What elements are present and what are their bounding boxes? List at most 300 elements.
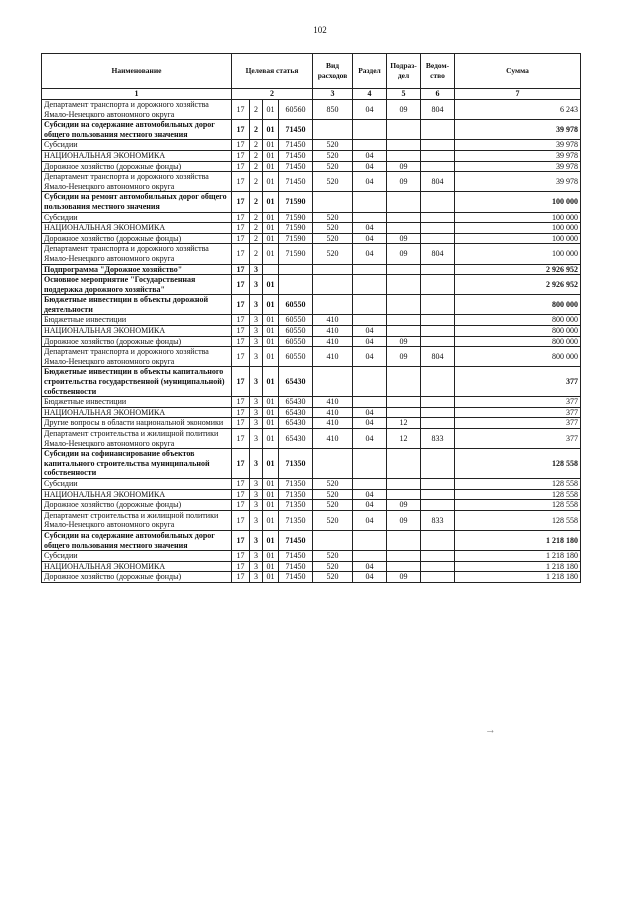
cell-department — [421, 407, 455, 418]
table-row — [42, 275, 581, 295]
table-row — [42, 244, 581, 264]
cell-program: 17 — [232, 244, 250, 264]
cell-expense-type: 520 — [313, 551, 353, 562]
cell-event: 01 — [263, 140, 279, 151]
page-number: 102 — [313, 25, 327, 35]
cell-expense-type: 520 — [313, 150, 353, 161]
cell-department: 804 — [421, 100, 455, 120]
cell-subsection — [387, 530, 421, 550]
table-row — [42, 233, 581, 244]
cell-subsection: 09 — [387, 161, 421, 172]
cell-subprogram: 3 — [250, 551, 263, 562]
cell-event: 01 — [263, 500, 279, 511]
table-row — [42, 295, 581, 315]
cell-expense-type: 520 — [313, 172, 353, 192]
table-row — [42, 212, 581, 223]
cell-expense-type: 520 — [313, 161, 353, 172]
cell-section: 04 — [353, 326, 387, 337]
cell-section — [353, 367, 387, 397]
cell-expense-type: 410 — [313, 315, 353, 326]
cell-name: Дорожное хозяйство (дорожные фонды) — [42, 161, 232, 172]
cell-direction: 71590 — [279, 244, 313, 264]
table-row — [42, 192, 581, 212]
cell-section: 04 — [353, 347, 387, 367]
cell-program: 17 — [232, 429, 250, 449]
cell-program: 17 — [232, 449, 250, 479]
cell-name: НАЦИОНАЛЬНАЯ ЭКОНОМИКА — [42, 561, 232, 572]
cell-subsection: 09 — [387, 100, 421, 120]
cell-direction: 65430 — [279, 429, 313, 449]
cell-amount: 377 — [455, 418, 581, 429]
cell-subprogram: 3 — [250, 347, 263, 367]
cell-subprogram: 3 — [250, 367, 263, 397]
cell-subsection — [387, 478, 421, 489]
cell-event: 01 — [263, 150, 279, 161]
cell-subprogram: 3 — [250, 530, 263, 550]
cell-expense-type: 520 — [313, 510, 353, 530]
cell-event: 01 — [263, 489, 279, 500]
cell-amount: 100 000 — [455, 212, 581, 223]
budget-table — [41, 53, 581, 583]
table-row — [42, 551, 581, 562]
cell-expense-type: 520 — [313, 572, 353, 583]
cell-program: 17 — [232, 500, 250, 511]
cell-amount: 100 000 — [455, 244, 581, 264]
cell-program: 17 — [232, 212, 250, 223]
header-department: Ведом-ство — [421, 54, 455, 89]
cell-subprogram: 3 — [250, 295, 263, 315]
cell-event: 01 — [263, 572, 279, 583]
cell-name: Департамент строительства и жилищной политики Ямало-Ненецкого автономного округа — [42, 510, 232, 530]
cell-expense-type: 520 — [313, 233, 353, 244]
cell-amount: 100 000 — [455, 223, 581, 234]
cell-amount: 39 978 — [455, 161, 581, 172]
cell-subprogram: 2 — [250, 140, 263, 151]
cell-subsection — [387, 397, 421, 408]
cell-department — [421, 397, 455, 408]
cell-amount: 128 558 — [455, 478, 581, 489]
cell-amount: 128 558 — [455, 449, 581, 479]
cell-subprogram: 3 — [250, 264, 263, 275]
cell-subprogram: 3 — [250, 449, 263, 479]
cell-direction — [279, 275, 313, 295]
table-row — [42, 418, 581, 429]
cell-section — [353, 397, 387, 408]
cell-program: 17 — [232, 140, 250, 151]
cell-direction: 65430 — [279, 397, 313, 408]
cell-amount: 39 978 — [455, 120, 581, 140]
header-subsection: Подраз-дел — [387, 54, 421, 89]
cell-section: 04 — [353, 100, 387, 120]
table-row — [42, 161, 581, 172]
table-row — [42, 264, 581, 275]
cell-event: 01 — [263, 233, 279, 244]
cell-direction: 71450 — [279, 120, 313, 140]
table-row — [42, 223, 581, 234]
table-row — [42, 150, 581, 161]
header-target-article: Целевая статья — [232, 54, 313, 89]
cell-program: 17 — [232, 530, 250, 550]
cell-subprogram: 3 — [250, 326, 263, 337]
header-name: Наименование — [42, 54, 232, 89]
cell-subprogram: 2 — [250, 120, 263, 140]
cell-subprogram: 3 — [250, 418, 263, 429]
cell-amount: 39 978 — [455, 150, 581, 161]
cell-subprogram: 2 — [250, 100, 263, 120]
cell-department — [421, 418, 455, 429]
cell-section — [353, 478, 387, 489]
cell-event: 01 — [263, 397, 279, 408]
cell-subsection — [387, 192, 421, 212]
cell-expense-type: 410 — [313, 347, 353, 367]
cell-subprogram: 3 — [250, 572, 263, 583]
cell-direction: 71450 — [279, 572, 313, 583]
cell-amount: 800 000 — [455, 347, 581, 367]
cell-expense-type — [313, 530, 353, 550]
cell-department — [421, 449, 455, 479]
table-row — [42, 478, 581, 489]
cell-department — [421, 551, 455, 562]
cell-program: 17 — [232, 295, 250, 315]
cell-direction: 65430 — [279, 367, 313, 397]
cell-name: НАЦИОНАЛЬНАЯ ЭКОНОМИКА — [42, 326, 232, 337]
cell-amount: 100 000 — [455, 192, 581, 212]
cell-subsection: 12 — [387, 429, 421, 449]
cell-name: Бюджетные инвестиции — [42, 397, 232, 408]
cell-amount: 377 — [455, 407, 581, 418]
cell-subsection — [387, 449, 421, 479]
cell-program: 17 — [232, 161, 250, 172]
cell-section — [353, 449, 387, 479]
cell-program: 17 — [232, 150, 250, 161]
cell-department — [421, 150, 455, 161]
cell-subsection — [387, 150, 421, 161]
cell-section: 04 — [353, 418, 387, 429]
cell-event: 01 — [263, 223, 279, 234]
cell-direction: 71590 — [279, 233, 313, 244]
cell-name: Бюджетные инвестиции — [42, 315, 232, 326]
cell-name: Дорожное хозяйство (дорожные фонды) — [42, 233, 232, 244]
cell-subsection — [387, 489, 421, 500]
cell-name: Подпрограмма "Дорожное хозяйство" — [42, 264, 232, 275]
table-row — [42, 397, 581, 408]
cell-department — [421, 326, 455, 337]
table-row — [42, 572, 581, 583]
cell-amount: 377 — [455, 397, 581, 408]
cell-event: 01 — [263, 212, 279, 223]
cell-subprogram: 2 — [250, 223, 263, 234]
cell-event: 01 — [263, 510, 279, 530]
cell-name: Департамент транспорта и дорожного хозяйства Ямало-Ненецкого автономного округа — [42, 244, 232, 264]
cell-amount: 6 243 — [455, 100, 581, 120]
cell-expense-type — [313, 367, 353, 397]
cell-department: 804 — [421, 172, 455, 192]
cell-program: 17 — [232, 478, 250, 489]
cell-direction: 71590 — [279, 223, 313, 234]
table-row — [42, 489, 581, 500]
cell-amount: 39 978 — [455, 140, 581, 151]
cell-direction: 71350 — [279, 500, 313, 511]
cell-event: 01 — [263, 478, 279, 489]
cell-subsection — [387, 140, 421, 151]
cell-department — [421, 367, 455, 397]
cell-amount: 39 978 — [455, 172, 581, 192]
cell-program: 17 — [232, 326, 250, 337]
table-row — [42, 429, 581, 449]
cell-section — [353, 530, 387, 550]
cell-direction: 71350 — [279, 478, 313, 489]
cell-program: 17 — [232, 233, 250, 244]
cell-name: НАЦИОНАЛЬНАЯ ЭКОНОМИКА — [42, 407, 232, 418]
cell-name: Бюджетные инвестиции в объекты капитального строительства государственной (муниципальной) собственности — [42, 367, 232, 397]
cell-department — [421, 264, 455, 275]
column-number: 7 — [455, 89, 581, 100]
cell-direction: 71590 — [279, 212, 313, 223]
cell-department: 833 — [421, 510, 455, 530]
cell-name: Департамент строительства и жилищной политики Ямало-Ненецкого автономного округа — [42, 429, 232, 449]
cell-expense-type — [313, 192, 353, 212]
cell-direction: 71450 — [279, 172, 313, 192]
cell-direction — [279, 264, 313, 275]
cell-section: 04 — [353, 336, 387, 347]
cell-section: 04 — [353, 561, 387, 572]
cell-amount: 128 558 — [455, 510, 581, 530]
cell-department — [421, 315, 455, 326]
cell-section: 04 — [353, 233, 387, 244]
cell-name: Основное мероприятие "Государственная поддержка дорожного хозяйства" — [42, 275, 232, 295]
cell-amount: 100 000 — [455, 233, 581, 244]
cell-subsection: 09 — [387, 510, 421, 530]
cell-subprogram: 3 — [250, 429, 263, 449]
table-row — [42, 561, 581, 572]
cell-amount: 800 000 — [455, 336, 581, 347]
cell-subsection: 12 — [387, 418, 421, 429]
cell-subsection: 09 — [387, 244, 421, 264]
cell-section — [353, 295, 387, 315]
cell-subsection — [387, 264, 421, 275]
cell-name: Департамент транспорта и дорожного хозяйства Ямало-Ненецкого автономного округа — [42, 172, 232, 192]
cell-name: Бюджетные инвестиции в объекты дорожной деятельности — [42, 295, 232, 315]
table-row — [42, 407, 581, 418]
table-row — [42, 140, 581, 151]
table-row — [42, 100, 581, 120]
cell-name: Субсидии — [42, 478, 232, 489]
cell-department: 804 — [421, 347, 455, 367]
cell-name: Субсидии на софинансирование объектов капитального строительства муниципальной собственности — [42, 449, 232, 479]
cell-section — [353, 315, 387, 326]
cell-event: 01 — [263, 336, 279, 347]
cell-amount: 800 000 — [455, 315, 581, 326]
cell-direction: 71450 — [279, 551, 313, 562]
cell-expense-type: 520 — [313, 478, 353, 489]
cell-name: Дорожное хозяйство (дорожные фонды) — [42, 500, 232, 511]
table-row — [42, 336, 581, 347]
cell-subprogram: 3 — [250, 336, 263, 347]
cell-amount: 1 218 180 — [455, 551, 581, 562]
cell-subprogram: 2 — [250, 150, 263, 161]
cell-name: Субсидии — [42, 551, 232, 562]
cell-program: 17 — [232, 120, 250, 140]
column-number-row — [42, 89, 581, 100]
cell-subsection — [387, 407, 421, 418]
cell-department — [421, 336, 455, 347]
cell-direction: 71350 — [279, 489, 313, 500]
cell-expense-type: 410 — [313, 397, 353, 408]
table-row — [42, 367, 581, 397]
cell-direction: 71590 — [279, 192, 313, 212]
cell-name: Субсидии на ремонт автомобильных дорог общего пользования местного значения — [42, 192, 232, 212]
cell-amount: 800 000 — [455, 295, 581, 315]
cell-subsection: 09 — [387, 500, 421, 511]
cell-event: 01 — [263, 172, 279, 192]
cell-event: 01 — [263, 551, 279, 562]
cell-direction: 65430 — [279, 407, 313, 418]
cell-subsection: 09 — [387, 172, 421, 192]
cell-amount: 1 218 180 — [455, 561, 581, 572]
cell-subsection — [387, 212, 421, 223]
column-number: 6 — [421, 89, 455, 100]
cell-event: 01 — [263, 275, 279, 295]
column-number: 5 — [387, 89, 421, 100]
cell-direction: 60550 — [279, 295, 313, 315]
column-number: 4 — [353, 89, 387, 100]
cell-program: 17 — [232, 347, 250, 367]
cell-program: 17 — [232, 572, 250, 583]
cell-name: Субсидии на содержание автомобильных дорог общего пользования местного значения — [42, 530, 232, 550]
cell-department: 804 — [421, 244, 455, 264]
cell-section: 04 — [353, 407, 387, 418]
cell-department — [421, 295, 455, 315]
cell-subsection — [387, 223, 421, 234]
cell-program: 17 — [232, 223, 250, 234]
cell-section: 04 — [353, 510, 387, 530]
cell-amount: 128 558 — [455, 500, 581, 511]
cell-event: 01 — [263, 418, 279, 429]
header-row — [42, 54, 581, 89]
cell-department: 833 — [421, 429, 455, 449]
cell-program: 17 — [232, 315, 250, 326]
cell-subprogram: 3 — [250, 489, 263, 500]
table-row — [42, 326, 581, 337]
cell-subsection — [387, 275, 421, 295]
cell-section: 04 — [353, 489, 387, 500]
cell-department — [421, 489, 455, 500]
cell-direction: 71450 — [279, 530, 313, 550]
cell-event: 01 — [263, 347, 279, 367]
cell-department — [421, 233, 455, 244]
cell-program: 17 — [232, 397, 250, 408]
cell-department — [421, 161, 455, 172]
cell-subprogram: 3 — [250, 275, 263, 295]
column-number: 1 — [42, 89, 232, 100]
cell-amount: 2 926 952 — [455, 264, 581, 275]
table-row — [42, 347, 581, 367]
cell-subprogram: 2 — [250, 172, 263, 192]
cell-subsection — [387, 315, 421, 326]
cell-program: 17 — [232, 367, 250, 397]
cell-program: 17 — [232, 407, 250, 418]
table-row — [42, 530, 581, 550]
cell-name: Субсидии на содержание автомобильных дорог общего пользования местного значения — [42, 120, 232, 140]
cell-program: 17 — [232, 551, 250, 562]
table-row — [42, 120, 581, 140]
cell-name: НАЦИОНАЛЬНАЯ ЭКОНОМИКА — [42, 150, 232, 161]
cell-section: 04 — [353, 500, 387, 511]
cell-amount: 1 218 180 — [455, 572, 581, 583]
cell-expense-type — [313, 275, 353, 295]
cell-amount: 1 218 180 — [455, 530, 581, 550]
cell-expense-type — [313, 449, 353, 479]
cell-event: 01 — [263, 449, 279, 479]
cell-department — [421, 275, 455, 295]
cell-subsection: 09 — [387, 347, 421, 367]
cell-department — [421, 223, 455, 234]
cell-program: 17 — [232, 192, 250, 212]
cell-subsection — [387, 326, 421, 337]
cell-section — [353, 140, 387, 151]
cell-program: 17 — [232, 418, 250, 429]
cell-event: 01 — [263, 429, 279, 449]
cell-subprogram: 2 — [250, 192, 263, 212]
cell-subsection — [387, 367, 421, 397]
cell-name: Субсидии — [42, 212, 232, 223]
cell-department — [421, 572, 455, 583]
table-row — [42, 500, 581, 511]
cell-event: 01 — [263, 192, 279, 212]
cell-subprogram: 3 — [250, 510, 263, 530]
cell-department — [421, 140, 455, 151]
cell-direction: 60550 — [279, 315, 313, 326]
cell-event: 01 — [263, 367, 279, 397]
pen-mark-icon: ⤑ — [487, 727, 494, 736]
cell-subsection — [387, 561, 421, 572]
table-body — [42, 100, 581, 583]
cell-section: 04 — [353, 572, 387, 583]
cell-subprogram: 3 — [250, 315, 263, 326]
header-expense-type: Вид расходов — [313, 54, 353, 89]
cell-event: 01 — [263, 100, 279, 120]
cell-name: Субсидии — [42, 140, 232, 151]
cell-subprogram: 3 — [250, 478, 263, 489]
cell-expense-type: 520 — [313, 561, 353, 572]
cell-expense-type: 520 — [313, 489, 353, 500]
cell-subprogram: 2 — [250, 233, 263, 244]
table-row — [42, 172, 581, 192]
cell-direction: 71450 — [279, 161, 313, 172]
cell-amount: 2 926 952 — [455, 275, 581, 295]
cell-section: 04 — [353, 172, 387, 192]
cell-amount: 800 000 — [455, 326, 581, 337]
cell-expense-type: 520 — [313, 244, 353, 264]
cell-program: 17 — [232, 275, 250, 295]
cell-section — [353, 212, 387, 223]
cell-section — [353, 264, 387, 275]
cell-subprogram: 2 — [250, 244, 263, 264]
cell-department — [421, 561, 455, 572]
cell-direction: 60560 — [279, 100, 313, 120]
cell-section — [353, 551, 387, 562]
cell-program: 17 — [232, 336, 250, 347]
cell-department — [421, 192, 455, 212]
cell-section — [353, 120, 387, 140]
cell-section: 04 — [353, 244, 387, 264]
column-number: 3 — [313, 89, 353, 100]
cell-department — [421, 530, 455, 550]
cell-expense-type — [313, 295, 353, 315]
cell-expense-type: 520 — [313, 223, 353, 234]
cell-name: НАЦИОНАЛЬНАЯ ЭКОНОМИКА — [42, 489, 232, 500]
cell-direction: 71350 — [279, 449, 313, 479]
